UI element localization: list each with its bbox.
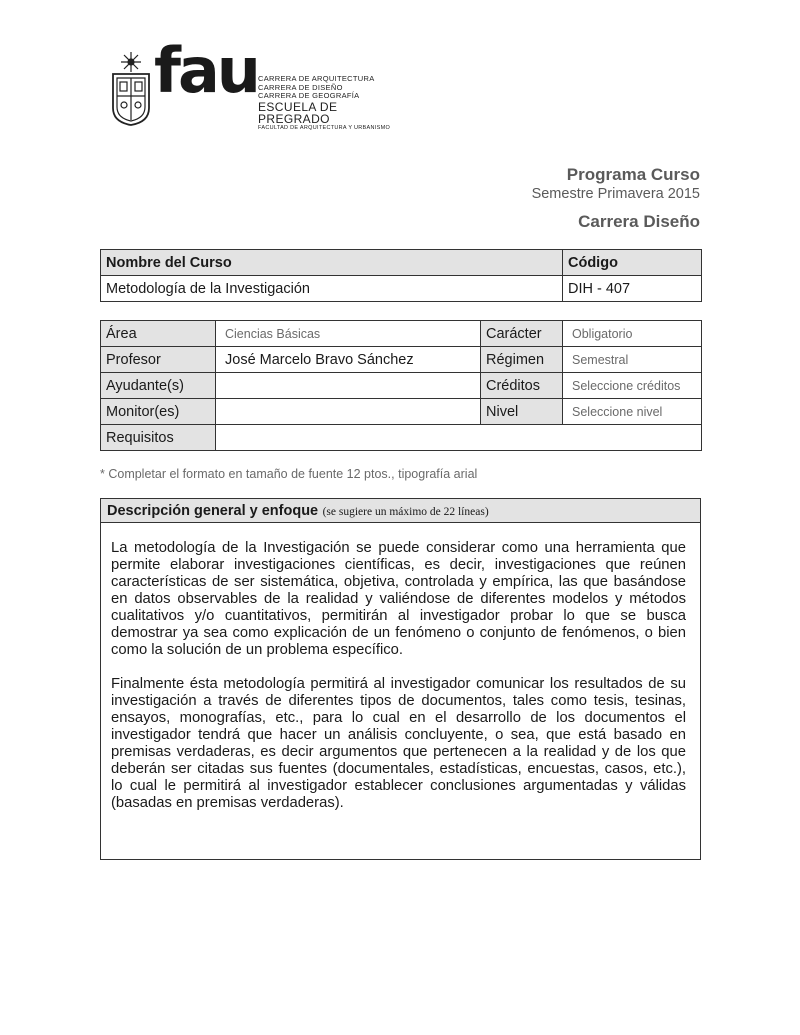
course-table-row	[101, 276, 702, 302]
course-code-field[interactable]: DIH - 407	[563, 276, 702, 302]
description-title: Descripción general y enfoque	[107, 503, 319, 519]
creditos-select[interactable]: Seleccione créditos	[563, 373, 702, 399]
logo-line-geografia: CARRERA DE GEOGRAFÍA	[258, 91, 360, 100]
regimen-field[interactable]: Semestral	[563, 347, 702, 373]
semester-label: Semestre Primavera 2015	[531, 186, 700, 202]
logo-school: ESCUELA DE PREGRADO	[258, 99, 338, 126]
regimen-label: Régimen	[481, 347, 563, 373]
area-field[interactable]: Ciencias Básicas	[216, 321, 481, 347]
monitor-label: Monitor(es)	[101, 399, 216, 425]
details-row-profesor	[101, 347, 702, 373]
fau-logo	[110, 34, 400, 131]
course-name-field[interactable]: Metodología de la Investigación	[101, 276, 563, 302]
fau-wordmark: fau	[154, 34, 258, 107]
career-title: Carrera Diseño	[578, 212, 700, 231]
nivel-label: Nivel	[481, 399, 563, 425]
description-paragraph: Finalmente ésta metodología permitirá al investigador comunicar los resultados de su investigación a través de diferentes tipos de documentos, tales como tesis, tesinas, ensayos, monografías, etc., para lo cual en el desarrollo de los documentos el investigador tendrá que hacer un análisis concluyente, o sea, que está basado en premisas verdaderas, es decir argumentos que pertenecen a la realidad y de los que deberán ser citadas sus fuentes (documentales, estadísticas, encuestas, casos, etc.), lo cual le permitirá al investigador establecer conclusiones argumentadas y válidas (basadas en premisas verdaderas).	[111, 676, 686, 811]
creditos-label: Créditos	[481, 373, 563, 399]
details-row-monitor	[101, 399, 702, 425]
description-hint: (se sugiere un máximo de 22 líneas)	[322, 506, 489, 518]
course-table-header	[101, 250, 702, 276]
caracter-field[interactable]: Obligatorio	[563, 321, 702, 347]
profesor-label: Profesor	[101, 347, 216, 373]
university-crest-icon	[110, 50, 152, 126]
logo-line-arquitectura: CARRERA DE ARQUITECTURA	[258, 74, 375, 83]
caracter-label: Carácter	[481, 321, 563, 347]
ayudante-field[interactable]	[216, 373, 481, 399]
page-title: Programa Curso	[566, 165, 700, 184]
nivel-select[interactable]: Seleccione nivel	[563, 399, 702, 425]
description-header	[101, 499, 700, 523]
course-table	[100, 249, 702, 302]
description-paragraph: La metodología de la Investigación se puede considerar como una herramienta que permite elaborar investigaciones científicas, es decir, investigaciones que reúnen características de ser sistemática, objetiva, controlada y empírica, las que basándose en datos observables de la realidad y valiéndose de diferentes modelos y métodos cualitativos y/o cuantitativos, permitirán al investigador probar lo que se busca demostrar ya sea como explicación de un fenómeno o conjunto de fenómenos, o bien como la solución de un problema específico.	[111, 540, 686, 658]
details-table	[100, 320, 702, 451]
description-body[interactable]	[101, 523, 700, 812]
requisitos-label: Requisitos	[101, 425, 216, 451]
monitor-field[interactable]	[216, 399, 481, 425]
area-label: Área	[101, 321, 216, 347]
logo-faculty: FACULTAD DE ARQUITECTURA Y URBANISMO	[258, 124, 391, 131]
profesor-field[interactable]: José Marcelo Bravo Sánchez	[216, 347, 481, 373]
details-row-area	[101, 321, 702, 347]
logo-text-block	[258, 75, 400, 131]
format-note: * Completar el formato en tamaño de fuente 12 ptos., tipografía arial	[100, 467, 478, 481]
details-row-ayudante	[101, 373, 702, 399]
logo-line-diseno: CARRERA DE DISEÑO	[258, 82, 343, 92]
header-titles	[532, 165, 700, 232]
ayudante-label: Ayudante(s)	[101, 373, 216, 399]
details-row-requisitos	[101, 425, 702, 451]
requisitos-field[interactable]	[216, 425, 702, 451]
description-box	[100, 498, 701, 860]
course-code-header: Código	[563, 250, 702, 276]
course-name-header: Nombre del Curso	[101, 250, 563, 276]
